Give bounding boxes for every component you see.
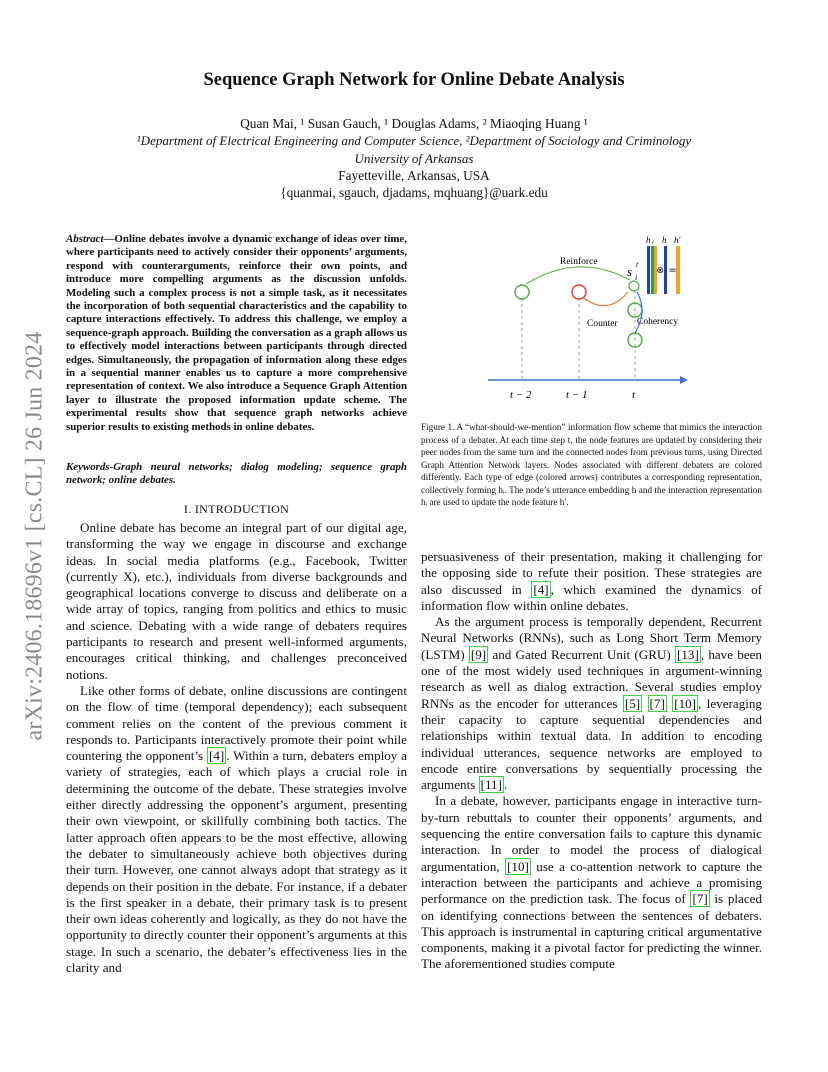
node-s-superscript: t xyxy=(636,260,639,269)
university: University of Arkansas xyxy=(354,151,474,166)
bar-h-i-subscript: i xyxy=(652,240,654,246)
arxiv-id: arXiv:2406.18696v1 [cs.CL] 26 Jun 2024 xyxy=(21,331,48,741)
tick-t1: t − 1 xyxy=(566,389,588,400)
right-p2-text-d: , leveraging their capacity to capture sequential dependencies and relationships within textual data. In addition to encoding individual utterances, sequence networks are employed to encode entire conversations by sequentially processing the arguments xyxy=(421,695,762,793)
paper-title: Sequence Graph Network for Online Debate Analysis xyxy=(203,70,625,90)
right-p2-text-b: and Gated Recurrent Unit (GRU) xyxy=(488,646,675,662)
citation-link[interactable]: [9] xyxy=(470,646,487,662)
intro-paragraph-1: Online debate has become an integral part of our digital age, transforming the way we engage in discourse and exchange ideas. In social media platforms (e.g., Facebook, Twitter (currently X), etc.), individuals from diverse backgrounds and geographical locations converge to discuss and deliberate on a wide array of topics, ranging from politics and ethics to music and science. Debating with a wide range of debaters requires participants to research and present well-informed arguments, encourages critical thinking, and challenges preconceived notions. xyxy=(66,520,407,682)
node-s-target xyxy=(629,281,639,291)
citation-link[interactable]: [7] xyxy=(649,695,665,711)
bar-blue xyxy=(647,246,650,294)
right-p1-text-a: persuasiveness of their presentation, making it challenging for the opposing side to refute their position. These strategies are also discussed in xyxy=(421,549,762,597)
email: {quanmai, sgauch, djadams, mqhuang}@uark.edu xyxy=(280,185,548,200)
time-axis-arrowhead xyxy=(680,376,688,384)
right-p3-text-c: is placed on identifying connections between the sentences of debaters. This approach is instrumental in capturing critical argumentative components, making it a pivotal factor for predicting the winner. The aforementioned studies compute xyxy=(421,891,762,972)
otimes-operator: ⊗ xyxy=(656,266,665,276)
citation-link[interactable]: [4] xyxy=(208,748,225,764)
citation-link[interactable]: [7] xyxy=(692,891,708,907)
citation-link[interactable]: [13] xyxy=(676,646,699,662)
label-reinforce: Reinforce xyxy=(560,257,598,267)
location: Fayetteville, Arkansas, USA xyxy=(338,168,490,183)
right-p2-text-e: . xyxy=(503,777,508,793)
introduction-text xyxy=(66,520,407,976)
right-p3-text-b: use a co-attention network to capture the interaction between the participants and achieve a promising performance on the prediction task. The focus of xyxy=(421,858,762,907)
keywords: Keywords-Graph neural networks; dialog modeling; sequence graph network; online debates. xyxy=(66,461,407,487)
node-s-subscript: i xyxy=(635,273,638,282)
right-column-text xyxy=(421,549,762,973)
bar-green xyxy=(651,246,654,294)
right-paragraph-1 xyxy=(421,549,762,614)
node-t1 xyxy=(572,285,586,299)
author-list: Quan Mai, ¹ Susan Gauch, ¹ Douglas Adams, ² Miaoqing Huang ¹ xyxy=(240,116,588,131)
tick-t2: t − 2 xyxy=(510,389,532,400)
intro-p2-text-b: . Within a turn, debaters employ a variety of strategies, each of which plays a crucial role in determining the outcome of the debate. These strategies involve either directly addressing the opponent’s argument, presenting their own viewpoint, or skillfully combining both tactics. The latter approach often appears to be the most effective, allowing the debater to simultaneously achieve both objectives during their turn. However, one cannot always adopt that strategy as it depends on their position in the debate. For instance, if a debater is the first speaker in a debate, their primary task is to present their own ideas coherently and logically, as they do not have the opportunity to directly counter their opponent’s arguments at this stage. In such a scenario, the debater’s effectiveness lies in the clarity and xyxy=(66,748,407,976)
citation-link[interactable]: [10] xyxy=(674,695,697,711)
node-s-label: s xyxy=(627,264,633,279)
abstract-label: Abstract xyxy=(66,233,104,245)
intro-p2-text-a: Like other forms of debate, online discussions are contingent on the flow of time (temporal dependency); each subsequent comment relies on the content of the previous comment it responds to. Participants interactively promote their point while countering the opponent’s xyxy=(66,682,407,764)
figure-caption: Figure 1. A “what-should-we-mention” information flow scheme that mimics the interaction process of a debater. At each time step t, the node features are updated by considering their peer nodes from the same turn and the connected nodes from previous turns, using Directed Graph Attention Network layers. Nodes associated with different debaters are colored differently. Each type of edge (colored arrows) contributes a corresponding representation, collectively forming hᵢ. The node’s utterance embedding h and the interaction representation hᵢ are used to update the node feature h′. xyxy=(421,422,762,507)
right-p3-text-a: In a debate, however, participants engage in interactive turn-by-turn rebuttals to counter their opponents’ arguments, and sequencing the entire conversation fails to capture this dynamic interaction. In order to model the process of dialogical argumentation, xyxy=(421,793,762,874)
node-t2 xyxy=(515,285,529,299)
counter-arrow xyxy=(584,292,628,306)
equals-operator: = xyxy=(668,265,677,276)
right-p1-text-b: , which examined the dynamics of information flow within online debates. xyxy=(421,581,762,613)
bar-h xyxy=(664,246,667,294)
right-p2-text-a: As the argument process is temporally dependent, Recurrent Neural Networks (RNNs), such as Long Short Term Memory (LSTM) xyxy=(421,614,762,662)
figure-1-diagram xyxy=(480,230,690,400)
right-p2-text-c: , have been one of the most widely used techniques in argument-winning research as well as dialog extraction. Several studies employ RNNs as the encoder for utterances xyxy=(421,646,762,711)
right-paragraph-3 xyxy=(421,793,762,972)
citation-link[interactable]: [4] xyxy=(533,581,549,597)
affiliation: ¹Department of Electrical Engineering and Computer Science, ²Department of Sociology and Criminology xyxy=(136,133,692,148)
label-coherency: Coherency xyxy=(637,317,679,327)
bar-h-i-label: h xyxy=(646,235,651,245)
bar-h-prime-label: h′ xyxy=(674,235,681,245)
abstract xyxy=(66,233,407,434)
citation-link[interactable]: [11] xyxy=(480,777,502,793)
section-heading: I. INTRODUCTION xyxy=(183,502,290,516)
reinforce-arrow xyxy=(526,267,630,284)
citation-link[interactable]: [5] xyxy=(624,695,641,711)
figure-1 xyxy=(480,230,690,400)
arxiv-sidebar xyxy=(20,286,50,786)
abstract-text: —Online debates involve a dynamic exchange of ideas over time, where participants need to actively consider their opponents’ arguments, respond with counterarguments, reinforce their own points, and introduce more compelling arguments as the discussion unfolds. Modeling such a complex process is not a simple task, as it necessitates the incorporation of both sequential characteristics and the capability to capture interactions effectively. To address this challenge, we employ a sequence-graph approach. Building the conversation as a graph allows us to effectively model interactions between participants through directed edges. Simultaneously, the propagation of information along these edges in a sequential manner enables us to capture a more comprehensive representation of context. We also introduce a Sequence Graph Attention layer to illustrate the proposed information update scheme. The experimental results show that sequence graph networks achieve superior results to existing methods in online debates. xyxy=(66,233,407,433)
right-paragraph-2 xyxy=(421,614,762,793)
tick-t: t xyxy=(632,389,636,400)
intro-paragraph-2 xyxy=(66,683,407,976)
label-counter: Counter xyxy=(587,319,618,329)
bar-h-label: h xyxy=(662,235,667,245)
citation-link[interactable]: [10] xyxy=(507,858,529,874)
